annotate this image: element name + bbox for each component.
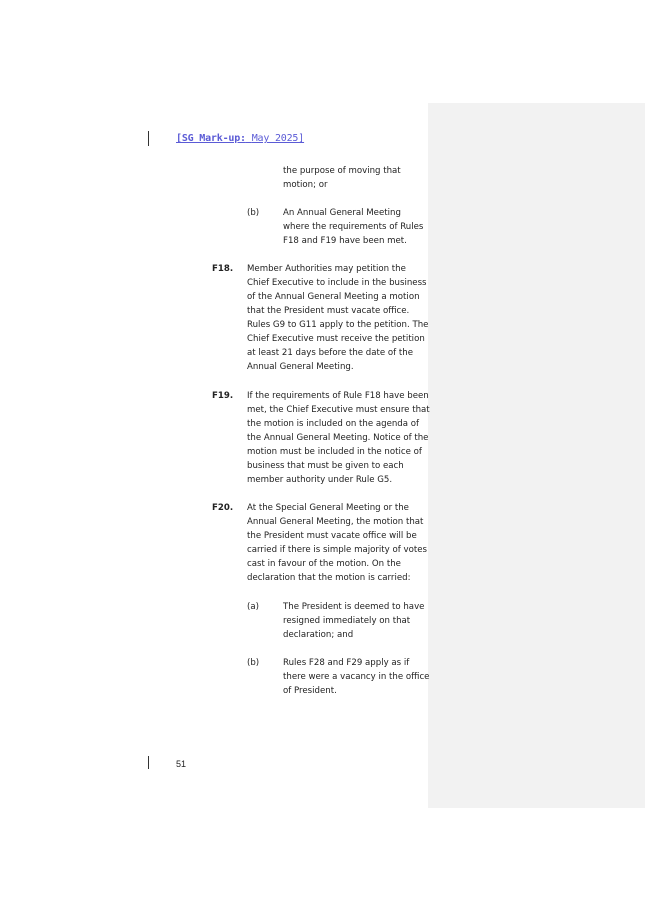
item-line: there were a vacancy in the office — [283, 672, 430, 682]
item-label: (b) — [247, 658, 260, 668]
item-line: declaration; and — [283, 630, 354, 640]
comment-pane — [428, 103, 645, 808]
rule-line: that the President must vacate office. — [247, 306, 410, 316]
rule-line: at least 21 days before the date of the — [247, 348, 414, 358]
item-label: (a) — [247, 602, 259, 612]
rule-line: member authority under Rule G5. — [247, 475, 393, 485]
rule-number: F20. — [212, 503, 234, 513]
change-bar — [148, 131, 149, 146]
rule-line: the Annual General Meeting. Notice of the — [247, 433, 429, 443]
rule-line: Chief Executive must receive the petition — [247, 334, 425, 344]
body-line: F18 and F19 have been met. — [283, 236, 407, 246]
rule-line: At the Special General Meeting or the — [247, 503, 409, 513]
rule-line: Rules G9 to G11 apply to the petition. The — [247, 320, 429, 330]
rule-line: Chief Executive to include in the business — [247, 278, 427, 288]
rule-line: Annual General Meeting. — [247, 362, 354, 372]
rule-line: the motion is included on the agenda of — [247, 419, 420, 429]
rule-line: business that must be given to each — [247, 461, 404, 471]
item-line: Rules F28 and F29 apply as if — [283, 658, 410, 668]
rule-line: cast in favour of the motion. On the — [247, 559, 401, 569]
body-line: where the requirements of Rules — [283, 222, 424, 232]
item-line: resigned immediately on that — [283, 616, 411, 626]
item-line: The President is deemed to have — [283, 602, 425, 612]
body-line: the purpose of moving that — [283, 166, 401, 176]
markup-header — [176, 133, 304, 144]
rule-line: Member Authorities may petition the — [247, 264, 406, 274]
rule-line: If the requirements of Rule F18 have been — [247, 391, 429, 401]
item-label: (b) — [247, 208, 260, 218]
body-line: motion; or — [283, 180, 328, 190]
rule-line: declaration that the motion is carried: — [247, 573, 411, 583]
markup-date: May 2025] — [251, 133, 305, 144]
rule-number: F18. — [212, 264, 234, 274]
rule-line: met, the Chief Executive must ensure that — [247, 405, 430, 415]
item-line: of President. — [283, 686, 337, 696]
rule-line: carried if there is simple majority of votes — [247, 545, 427, 555]
change-bar — [148, 756, 149, 769]
rule-line: the President must vacate office will be — [247, 531, 417, 541]
rule-line: Annual General Meeting, the motion that — [247, 517, 424, 527]
body-line: An Annual General Meeting — [283, 208, 401, 218]
rule-line: motion must be included in the notice of — [247, 447, 422, 457]
rule-line: of the Annual General Meeting a motion — [247, 292, 420, 302]
rule-number: F19. — [212, 391, 234, 401]
markup-label: [SG Mark-up: — [176, 133, 246, 144]
page-number: 51 — [176, 759, 187, 769]
